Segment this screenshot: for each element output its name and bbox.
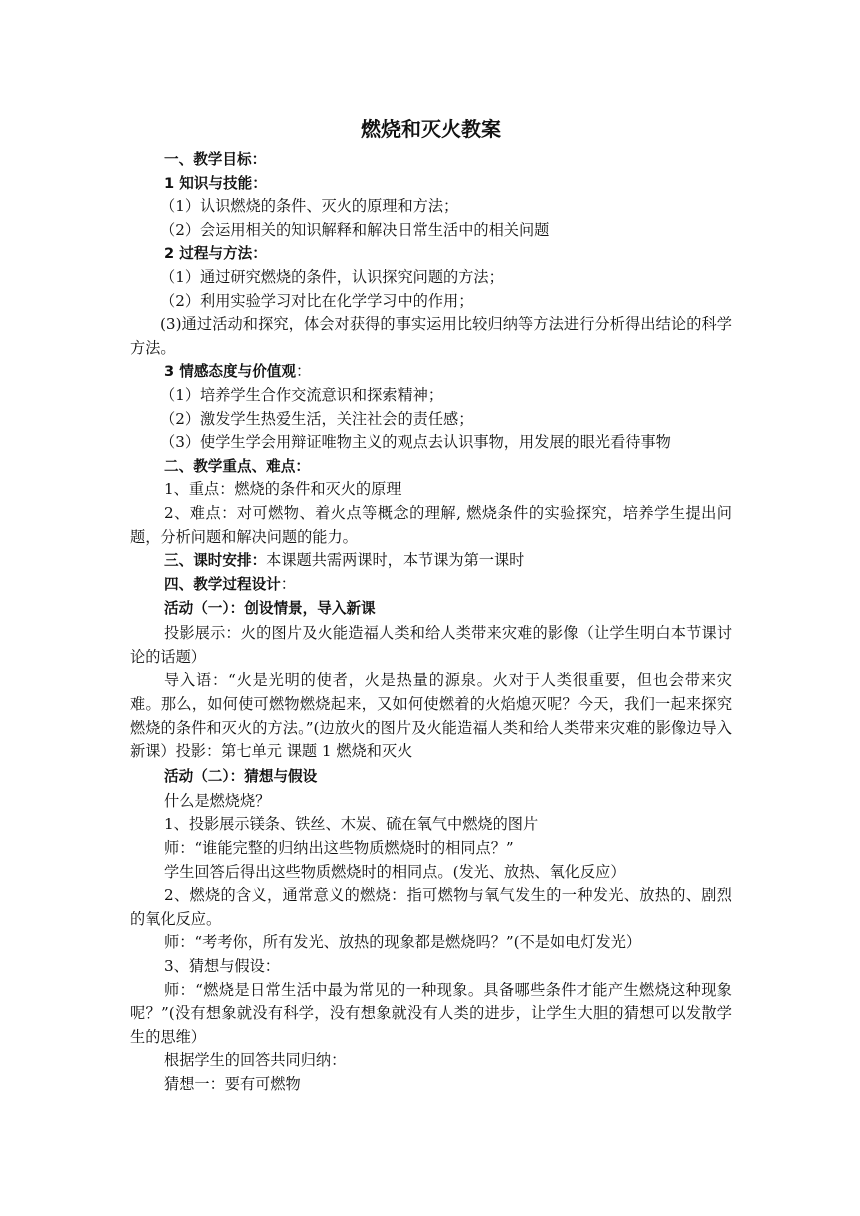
document-title: 燃烧和灭火教案 bbox=[361, 117, 501, 141]
subheading-process-methods: 2 过程与方法： bbox=[164, 245, 267, 263]
paragraph: 2、难点：对可燃物、着火点等概念的理解, 燃烧条件的实验探究，培养学生提出问题，分析问题和解决问题的能力。 bbox=[130, 503, 732, 546]
paragraph: 师：“燃烧是日常生活中最为常见的一种现象。具备哪些条件才能产生燃烧这种现象呢？”(没有想象就没有科学，没有想象就没有人类的进步，让学生大胆的猜想可以发散学生的思维） bbox=[130, 980, 732, 1046]
section-schedule bbox=[130, 549, 732, 573]
paragraph: 导入语：“火是光明的使者，火是热量的源泉。火对于人类很重要，但也会带来灾难。那么，如何使可燃物燃烧起来，又如何使燃着的火焰熄灭呢？今天，我们一起来探究燃烧的条件和灭火的方法。”(边放火的图片及火能造福人类和给人类带来灾难的影像边导入新课）投影：第七单元 课题 1 燃烧和灭火 bbox=[130, 671, 732, 761]
paragraph: 3、猜想与假设： bbox=[164, 957, 280, 975]
paragraph: 师：“考考你，所有发光、放热的现象都是燃烧吗？”(不是如电灯发光） bbox=[164, 933, 642, 952]
paragraph: （2）利用实验学习对比在化学学习中的作用； bbox=[160, 291, 474, 310]
document-page bbox=[130, 112, 732, 1097]
section-heading-objectives: 一、教学目标： bbox=[164, 151, 267, 168]
paragraph: （1）培养学生合作交流意识和探索精神； bbox=[160, 385, 444, 404]
section-colon: ： bbox=[280, 574, 296, 593]
subheading-knowledge-skills: 1 知识与技能： bbox=[164, 174, 267, 192]
schedule-text: 本课题共需两课时，本节课为第一课时 bbox=[266, 551, 525, 570]
subheading-attitude-values bbox=[130, 360, 732, 384]
paragraph: 2、燃烧的含义，通常意义的燃烧：指可燃物与氧气发生的一种发光、放热的、剧烈的氧化反应。 bbox=[130, 886, 732, 928]
paragraph: （1）认识燃烧的条件、灭火的原理和方法； bbox=[160, 197, 459, 216]
paragraph: 投影展示：火的图片及火能造福人类和给人类带来灾难的影像（让学生明白本节课讨论的话题） bbox=[130, 624, 732, 666]
paragraph: （1）通过研究燃烧的条件，认识探究问题的方法； bbox=[160, 267, 504, 286]
subheading-attitude-values-label: 3 情感态度与价值观 bbox=[164, 363, 296, 381]
paragraph: 猜想一：要有可燃物 bbox=[164, 1074, 301, 1093]
paragraph: 师：“谁能完整的归纳出这些物质燃烧时的相同点？” bbox=[164, 839, 514, 858]
section-process-design bbox=[130, 573, 732, 597]
paragraph: (3)通过活动和探究，体会对获得的事实运用比较归纳等方法进行分析得出结论的科学方法。 bbox=[130, 315, 732, 357]
section-heading-process-design: 四、教学过程设计 bbox=[164, 575, 281, 593]
section-heading-schedule: 三、课时安排： bbox=[164, 552, 267, 570]
paragraph: 根据学生的回答共同归纳： bbox=[164, 1051, 347, 1070]
section-heading-key-points: 二、教学重点、难点： bbox=[164, 457, 310, 475]
paragraph: 1、投影展示镁条、铁丝、木炭、硫在氧气中燃烧的图片 bbox=[164, 815, 539, 834]
paragraph: 学生回答后得出这些物质燃烧时的相同点。(发光、放热、氧化反应） bbox=[164, 862, 626, 881]
activity-1-heading: 活动（一）：创设情景，导入新课 bbox=[164, 600, 376, 618]
activity-2-heading: 活动（二）：猜想与假设 bbox=[164, 767, 318, 785]
paragraph: （2）会运用相关的知识解释和解决日常生活中的相关问题 bbox=[160, 220, 550, 239]
paragraph: 什么是燃烧烧？ bbox=[164, 791, 271, 810]
subheading-colon: ： bbox=[296, 362, 312, 381]
paragraph: （3）使学生学会用辩证唯物主义的观点去认识事物，用发展的眼光看待事物 bbox=[160, 433, 671, 452]
paragraph: （2）激发学生热爱生活，关注社会的责任感； bbox=[160, 409, 474, 428]
paragraph: 1、重点：燃烧的条件和灭火的原理 bbox=[164, 480, 402, 499]
